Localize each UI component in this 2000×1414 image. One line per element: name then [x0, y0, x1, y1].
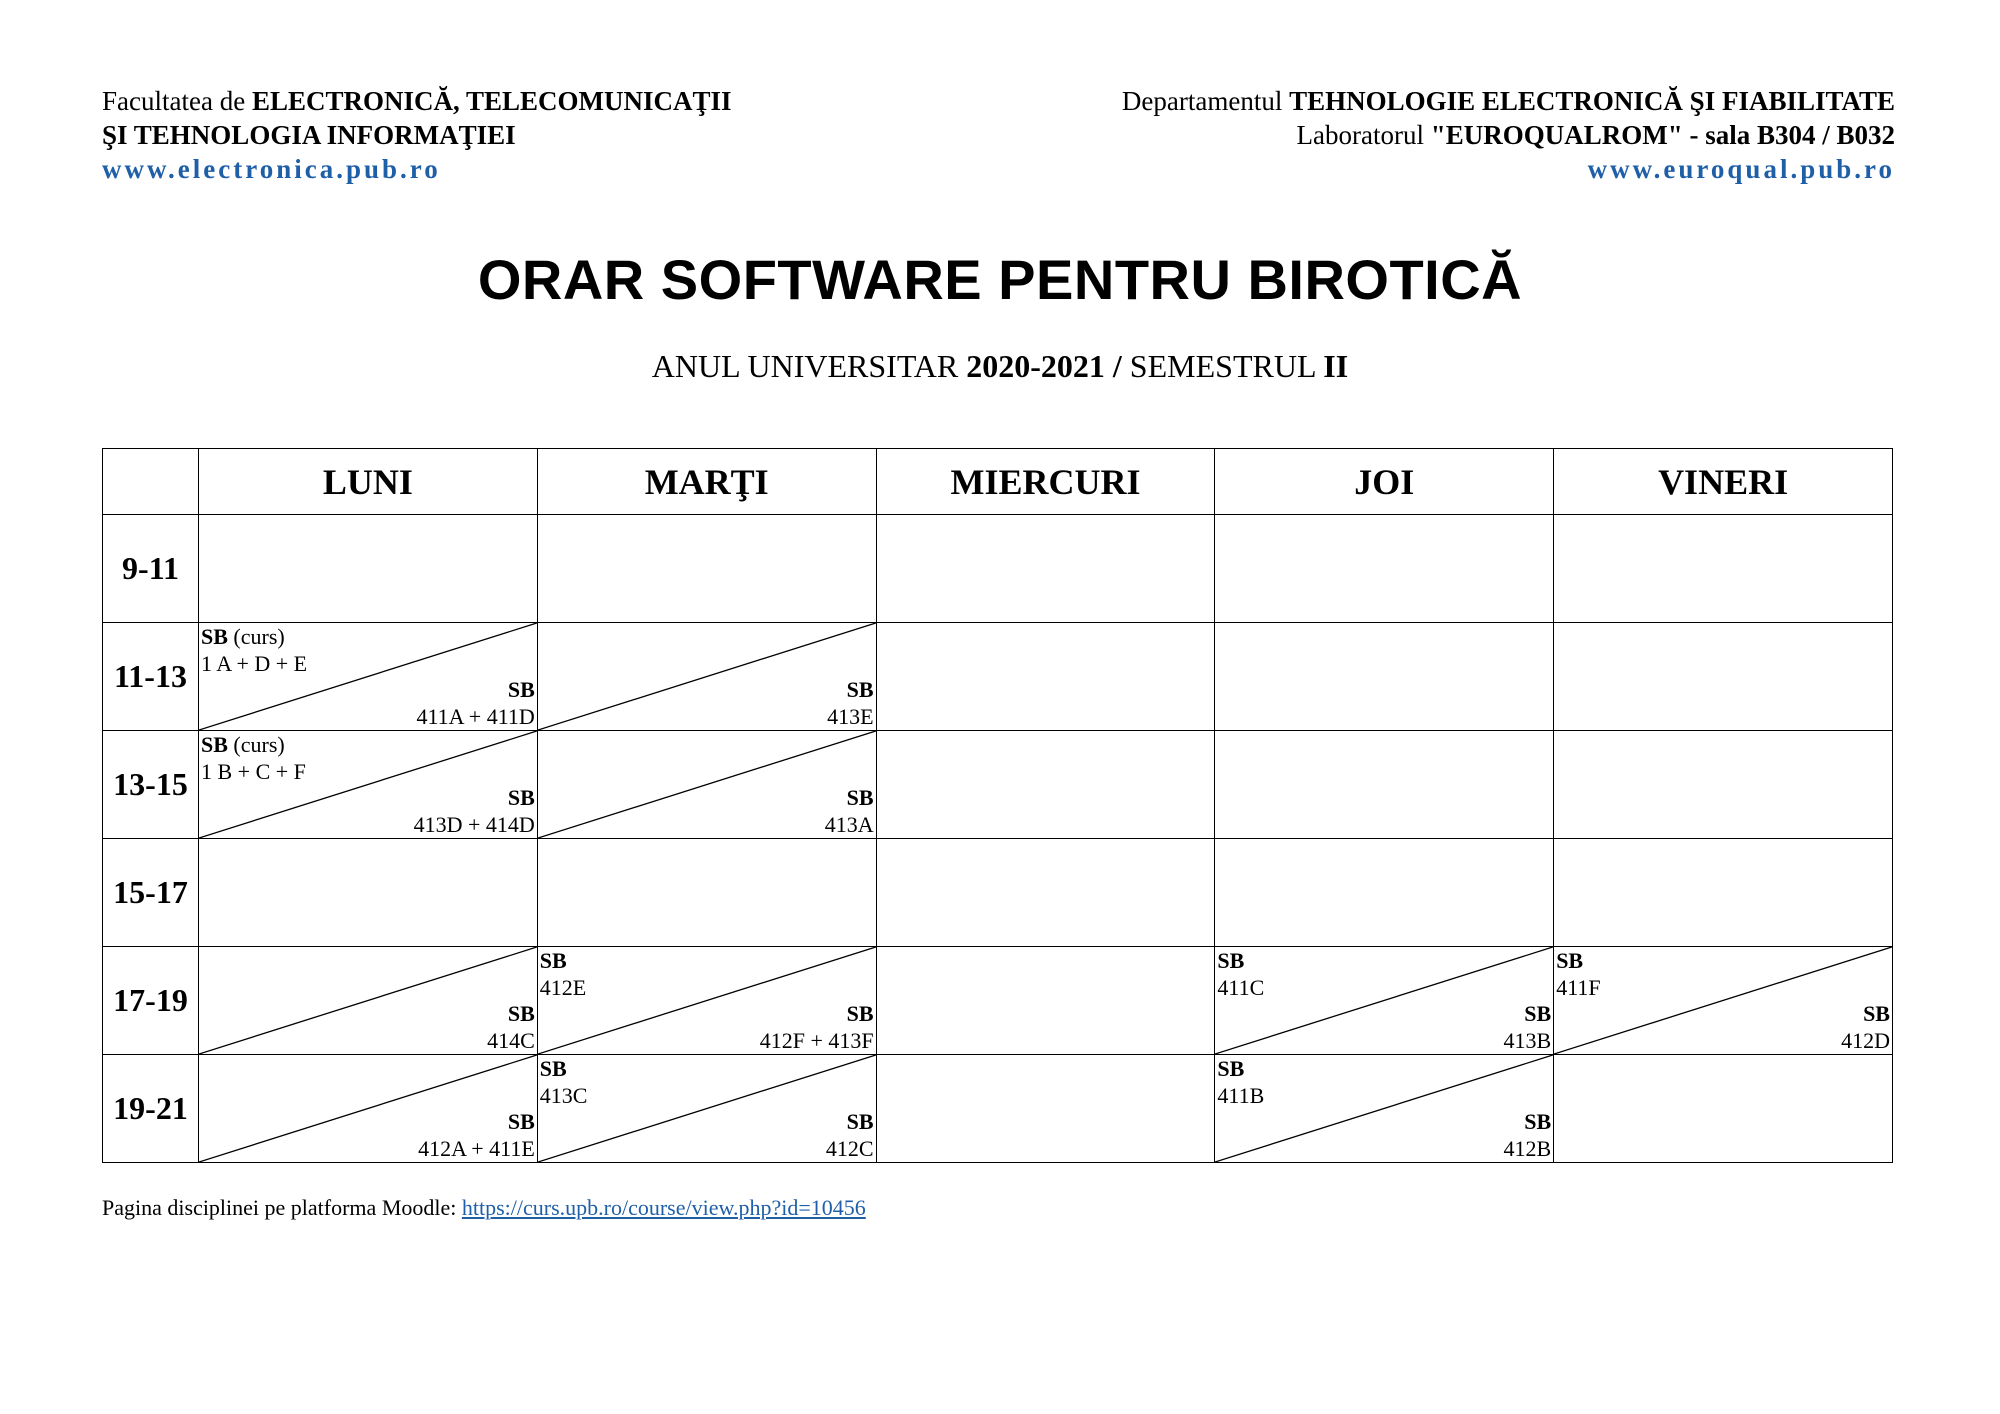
course-type: (curs) — [227, 732, 285, 757]
empty-cell — [199, 839, 538, 947]
time-slot-label: 19-21 — [103, 1055, 199, 1163]
empty-cell — [537, 839, 876, 947]
day-header-luni: LUNI — [199, 449, 538, 515]
class-cell — [537, 947, 876, 1055]
course-code: SB — [1524, 1109, 1552, 1134]
time-slot-label: 17-19 — [103, 947, 199, 1055]
empty-cell — [1215, 839, 1554, 947]
entry-line-1 — [1217, 947, 1264, 974]
empty-cell — [876, 839, 1215, 947]
class-cell — [537, 731, 876, 839]
entry-groups: 413D + 414D — [413, 812, 535, 837]
schedule-row — [103, 839, 1893, 947]
empty-cell — [876, 515, 1215, 623]
cell-bottom-entry — [827, 676, 873, 730]
cell-bottom-entry — [1841, 1000, 1890, 1054]
moodle-link[interactable]: https://curs.upb.ro/course/view.php?id=10456 — [461, 1195, 866, 1220]
course-code: SB — [539, 1056, 567, 1081]
cell-bottom-entry — [826, 1108, 874, 1162]
entry-line-1 — [201, 731, 306, 758]
day-header-vineri: VINERI — [1554, 449, 1893, 515]
course-code: SB — [1556, 948, 1584, 973]
class-cell — [537, 1055, 876, 1163]
entry-groups: 412B — [1503, 1136, 1552, 1161]
entry-groups: 411F — [1556, 975, 1601, 1000]
entry-groups: 411C — [1217, 975, 1265, 1000]
cell-top-entry — [540, 947, 586, 1001]
schedule-body — [103, 515, 1893, 1163]
cell-top-entry — [201, 731, 306, 785]
cell-bottom-entry — [1504, 1000, 1552, 1054]
course-code: SB — [507, 1001, 535, 1026]
entry-groups: 413A — [824, 812, 874, 837]
corner-cell — [103, 449, 199, 515]
page-subtitle: ANUL UNIVERSITAR 2020-2021 / SEMESTRUL II — [651, 348, 1349, 384]
entry-groups: 412A + 411E — [418, 1136, 535, 1161]
entry-groups: 412E — [539, 975, 587, 1000]
schedule-row — [103, 623, 1893, 731]
course-code: SB — [846, 1109, 874, 1134]
schedule-row — [103, 515, 1893, 623]
course-code: SB — [1524, 1001, 1552, 1026]
faculty-url-link[interactable]: www.electronica.pub.ro — [102, 154, 441, 184]
header-faculty — [102, 84, 732, 186]
faculty-line-1: Facultatea de ELECTRONICĂ, TELECOMUNICAŢII — [102, 86, 732, 116]
course-code: SB — [846, 677, 874, 702]
schedule-row — [103, 947, 1893, 1055]
day-header-miercuri: MIERCURI — [876, 449, 1215, 515]
entry-groups: 413B — [1503, 1028, 1552, 1053]
course-code: SB — [539, 948, 567, 973]
entry-groups: 1 B + C + F — [201, 759, 306, 784]
course-code: SB — [1217, 1056, 1245, 1081]
course-code: SB — [846, 785, 874, 810]
class-cell — [199, 623, 538, 731]
class-cell — [1215, 1055, 1554, 1163]
cell-top-entry — [1217, 1055, 1264, 1109]
course-type: (curs) — [227, 624, 285, 649]
time-slot-label: 9-11 — [103, 515, 199, 623]
class-cell — [199, 1055, 538, 1163]
entry-groups: 414C — [487, 1028, 535, 1053]
empty-cell — [1215, 731, 1554, 839]
diagonal-divider — [538, 623, 876, 730]
class-cell — [199, 731, 538, 839]
empty-cell — [537, 515, 876, 623]
time-slot-label: 11-13 — [103, 623, 199, 731]
entry-groups: 412F + 413F — [759, 1028, 874, 1053]
course-code: SB — [201, 732, 228, 757]
cell-bottom-entry — [418, 1108, 535, 1162]
laboratory-line: Laboratorul "EUROQUALROM" - sala B304 / B032 — [1296, 120, 1895, 150]
entry-line-1 — [1556, 947, 1600, 974]
empty-cell — [1215, 623, 1554, 731]
empty-cell — [1554, 1055, 1893, 1163]
course-code: SB — [201, 624, 228, 649]
cell-bottom-entry — [825, 784, 874, 838]
entry-line-1 — [201, 623, 307, 650]
time-slot-label: 15-17 — [103, 839, 199, 947]
cell-bottom-entry — [414, 784, 535, 838]
empty-cell — [1554, 515, 1893, 623]
faculty-line-2: ŞI TEHNOLOGIA INFORMAŢIEI — [102, 120, 516, 150]
footer-label: Pagina disciplinei pe platforma Moodle: — [102, 1195, 462, 1220]
department-url-link[interactable]: www.euroqual.pub.ro — [1587, 154, 1895, 184]
entry-groups: 411B — [1217, 1083, 1265, 1108]
empty-cell — [876, 947, 1215, 1055]
empty-cell — [1215, 515, 1554, 623]
class-cell — [537, 623, 876, 731]
class-cell — [199, 947, 538, 1055]
entry-line-1 — [540, 947, 586, 974]
course-code: SB — [507, 1109, 535, 1134]
schedule-row — [103, 1055, 1893, 1163]
time-slot-label: 13-15 — [103, 731, 199, 839]
schedule-row — [103, 731, 1893, 839]
empty-cell — [876, 731, 1215, 839]
department-line-1: Departamentul TEHNOLOGIE ELECTRONICĂ ŞI FIABILITATE — [1121, 86, 1895, 116]
cell-bottom-entry — [487, 1000, 535, 1054]
class-cell — [1215, 947, 1554, 1055]
schedule-table — [102, 448, 1893, 1163]
course-code: SB — [846, 1001, 874, 1026]
empty-cell — [1554, 623, 1893, 731]
header-department — [1122, 84, 1895, 186]
entry-line-1 — [540, 1055, 588, 1082]
entry-line-1 — [1217, 1055, 1264, 1082]
empty-cell — [876, 1055, 1215, 1163]
footer — [102, 1195, 866, 1221]
day-header-marti: MARŢI — [537, 449, 876, 515]
entry-groups: 413C — [539, 1083, 588, 1108]
empty-cell — [1554, 731, 1893, 839]
cell-top-entry — [540, 1055, 588, 1109]
course-code: SB — [507, 785, 535, 810]
empty-cell — [1554, 839, 1893, 947]
page-title: ORAR SOFTWARE PENTRU BIROTICĂ — [477, 248, 1523, 311]
entry-groups: 412C — [825, 1136, 874, 1161]
cell-bottom-entry — [416, 676, 534, 730]
course-code: SB — [1863, 1001, 1890, 1026]
entry-groups: 412D — [1841, 1028, 1890, 1053]
class-cell — [1554, 947, 1893, 1055]
day-header-joi: JOI — [1215, 449, 1554, 515]
cell-bottom-entry — [1504, 1108, 1552, 1162]
empty-cell — [199, 515, 538, 623]
course-code: SB — [1217, 948, 1245, 973]
cell-top-entry — [1556, 947, 1600, 1001]
cell-top-entry — [1217, 947, 1264, 1001]
schedule-header-row — [103, 449, 1893, 515]
entry-groups: 413E — [827, 704, 874, 729]
entry-groups: 411A + 411D — [416, 704, 535, 729]
cell-top-entry — [201, 623, 307, 677]
course-code: SB — [507, 677, 535, 702]
entry-groups: 1 A + D + E — [201, 651, 308, 676]
cell-bottom-entry — [760, 1000, 874, 1054]
empty-cell — [876, 623, 1215, 731]
